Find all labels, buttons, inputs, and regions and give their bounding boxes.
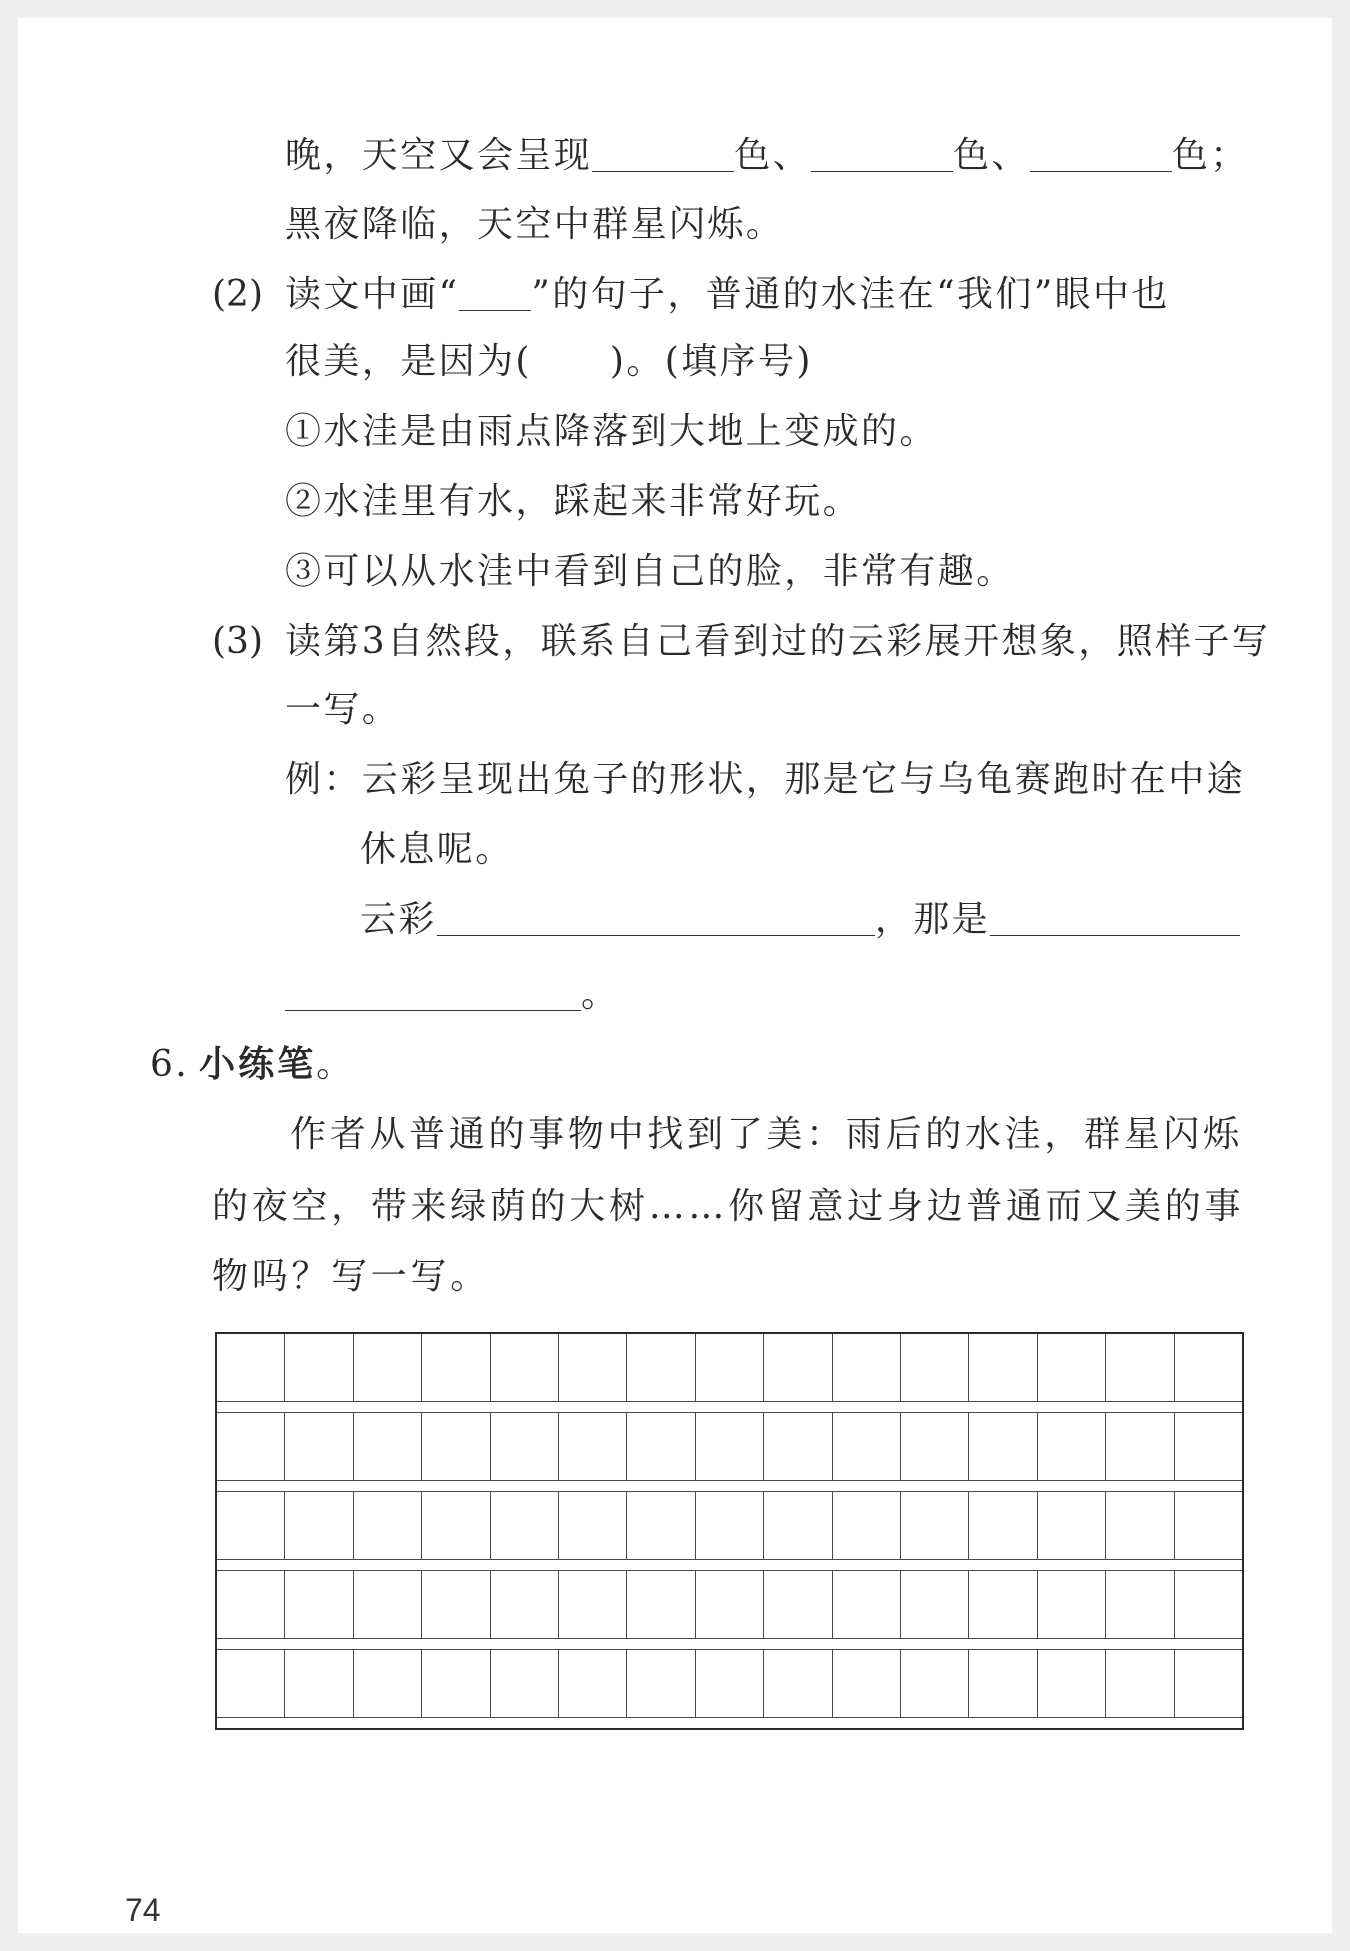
subquestion-number-2: (2) [212, 274, 263, 315]
grid-cell [285, 1334, 353, 1401]
page-number: 74 [125, 1892, 161, 1928]
grid-cell [217, 1492, 285, 1559]
answer-blank-color-2 [811, 135, 953, 172]
grid-cell [969, 1571, 1037, 1638]
grid-cell [559, 1571, 627, 1638]
question-title: 小练笔 [199, 1043, 317, 1085]
grid-cell [354, 1492, 422, 1559]
grid-cell [696, 1492, 764, 1559]
answer-blank-cloud-story-cont [285, 974, 581, 1011]
answer-blank-color-3 [1030, 135, 1172, 172]
grid-cell [285, 1413, 353, 1480]
text-segment: 晚，天空又会呈现 [285, 135, 593, 176]
grid-cell [969, 1334, 1037, 1401]
grid-cell [1106, 1413, 1174, 1480]
night-sky-line: 黑夜降临，天空中群星闪烁。 [285, 204, 785, 245]
grid-cell [354, 1334, 422, 1401]
writing-grid [215, 1332, 1244, 1730]
cloud-fill-line [360, 898, 1240, 942]
grid-cell [901, 1650, 969, 1717]
grid-cell [285, 1650, 353, 1717]
grid-cell [764, 1571, 832, 1638]
underline-mark [459, 274, 531, 311]
grid-cell [764, 1650, 832, 1717]
sky-colors-line [285, 134, 1249, 178]
grid-cell [627, 1492, 695, 1559]
grid-cell [833, 1413, 901, 1480]
grid-row [217, 1413, 1242, 1480]
grid-cell [1106, 1650, 1174, 1717]
grid-cell [217, 1413, 285, 1480]
grid-cell [491, 1571, 559, 1638]
grid-cell [559, 1492, 627, 1559]
grid-cell [559, 1650, 627, 1717]
grid-cell [764, 1492, 832, 1559]
grid-cell [1038, 1334, 1106, 1401]
grid-cell [422, 1334, 490, 1401]
answer-blank-cloud-shape [437, 899, 875, 936]
text-segment: ”的句子，普通的水洼在“我们”眼中也 [531, 274, 1170, 315]
grid-cell [833, 1571, 901, 1638]
grid-cell [1106, 1492, 1174, 1559]
grid-cell [217, 1571, 285, 1638]
grid-row [217, 1571, 1242, 1638]
example-line-2: 休息呢。 [360, 829, 514, 870]
grid-cell [1175, 1334, 1242, 1401]
text-segment: 色、 [953, 135, 1030, 176]
grid-cell [833, 1650, 901, 1717]
grid-row-separator [217, 1638, 1242, 1650]
grid-cell [354, 1650, 422, 1717]
text-segment: 读文中画“ [285, 274, 460, 315]
grid-cell [627, 1650, 695, 1717]
grid-cell [1038, 1571, 1106, 1638]
grid-cell [1175, 1571, 1242, 1638]
grid-cell [285, 1571, 353, 1638]
prompt-line-3: 物吗？写一写。 [212, 1256, 490, 1297]
grid-row-separator [217, 1559, 1242, 1571]
option-3: ③可以从水洼中看到自己的脸，非常有趣。 [285, 551, 1015, 592]
question-6-heading [150, 1042, 355, 1087]
subquestion-2-line-2 [285, 340, 813, 384]
grid-cell [696, 1571, 764, 1638]
grid-cell [559, 1413, 627, 1480]
grid-cell [217, 1334, 285, 1401]
grid-row-separator [217, 1401, 1242, 1413]
text-segment: 。 [316, 1044, 355, 1085]
text-segment: 很美，是因为( [285, 341, 532, 382]
grid-cell [1038, 1492, 1106, 1559]
grid-cell [969, 1492, 1037, 1559]
grid-cell [969, 1413, 1037, 1480]
grid-row-separator [217, 1480, 1242, 1492]
grid-cell [422, 1571, 490, 1638]
grid-cell [833, 1334, 901, 1401]
grid-row [217, 1492, 1242, 1559]
grid-cell [764, 1334, 832, 1401]
grid-cell [422, 1492, 490, 1559]
grid-row [217, 1650, 1242, 1717]
prompt-line-1: 作者从普通的事物中找到了美：雨后的水洼，群星闪烁 [290, 1114, 1243, 1155]
question-number: 6. [150, 1044, 190, 1085]
answer-blank-cloud-story [990, 899, 1240, 936]
grid-cell [901, 1413, 969, 1480]
grid-cell [422, 1413, 490, 1480]
grid-cell [764, 1413, 832, 1480]
grid-cell [1038, 1650, 1106, 1717]
text-segment: 。 [581, 974, 620, 1015]
grid-cell [354, 1571, 422, 1638]
option-1: ①水洼是由雨点降落到大地上变成的。 [285, 411, 938, 452]
grid-cell [627, 1334, 695, 1401]
grid-cell [1106, 1334, 1174, 1401]
cloud-fill-line-2 [285, 973, 619, 1017]
text-segment: )。(填序号) [609, 341, 813, 382]
grid-cell [422, 1650, 490, 1717]
grid-row-separator [217, 1717, 1242, 1728]
grid-row [217, 1334, 1242, 1401]
grid-cell [491, 1413, 559, 1480]
grid-cell [833, 1492, 901, 1559]
prompt-line-2: 的夜空，带来绿荫的大树……你留意过身边普通而又美的事 [212, 1186, 1245, 1227]
text-segment: 色； [1171, 135, 1249, 176]
grid-cell [1038, 1413, 1106, 1480]
grid-cell [627, 1571, 695, 1638]
grid-cell [559, 1334, 627, 1401]
subquestion-3-line-1: 读第3自然段，联系自己看到过的云彩展开想象，照样子写 [285, 621, 1271, 662]
grid-cell [491, 1650, 559, 1717]
grid-cell [1175, 1413, 1242, 1480]
answer-blank-color-1 [592, 135, 734, 172]
grid-cell [627, 1413, 695, 1480]
grid-cell [285, 1492, 353, 1559]
text-segment: 色、 [734, 135, 812, 176]
grid-cell [1106, 1571, 1174, 1638]
grid-cell [901, 1334, 969, 1401]
subquestion-3-line-2: 一写。 [285, 689, 401, 730]
text-segment: 云彩 [360, 899, 437, 940]
example-line-1: 例：云彩呈现出兔子的形状，那是它与乌龟赛跑时在中途 [285, 759, 1246, 800]
grid-cell [696, 1413, 764, 1480]
option-2: ②水洼里有水，踩起来非常好玩。 [285, 481, 862, 522]
grid-cell [901, 1492, 969, 1559]
grid-cell [354, 1413, 422, 1480]
grid-cell [696, 1650, 764, 1717]
grid-cell [901, 1571, 969, 1638]
grid-cell [696, 1334, 764, 1401]
grid-cell [969, 1650, 1037, 1717]
grid-cell [217, 1650, 285, 1717]
subquestion-number-3: (3) [212, 621, 263, 662]
grid-cell [1175, 1492, 1242, 1559]
grid-cell [491, 1492, 559, 1559]
text-segment: ，那是 [874, 899, 991, 940]
grid-cell [1175, 1650, 1242, 1717]
grid-cell [491, 1334, 559, 1401]
subquestion-2-line-1 [285, 273, 1170, 317]
